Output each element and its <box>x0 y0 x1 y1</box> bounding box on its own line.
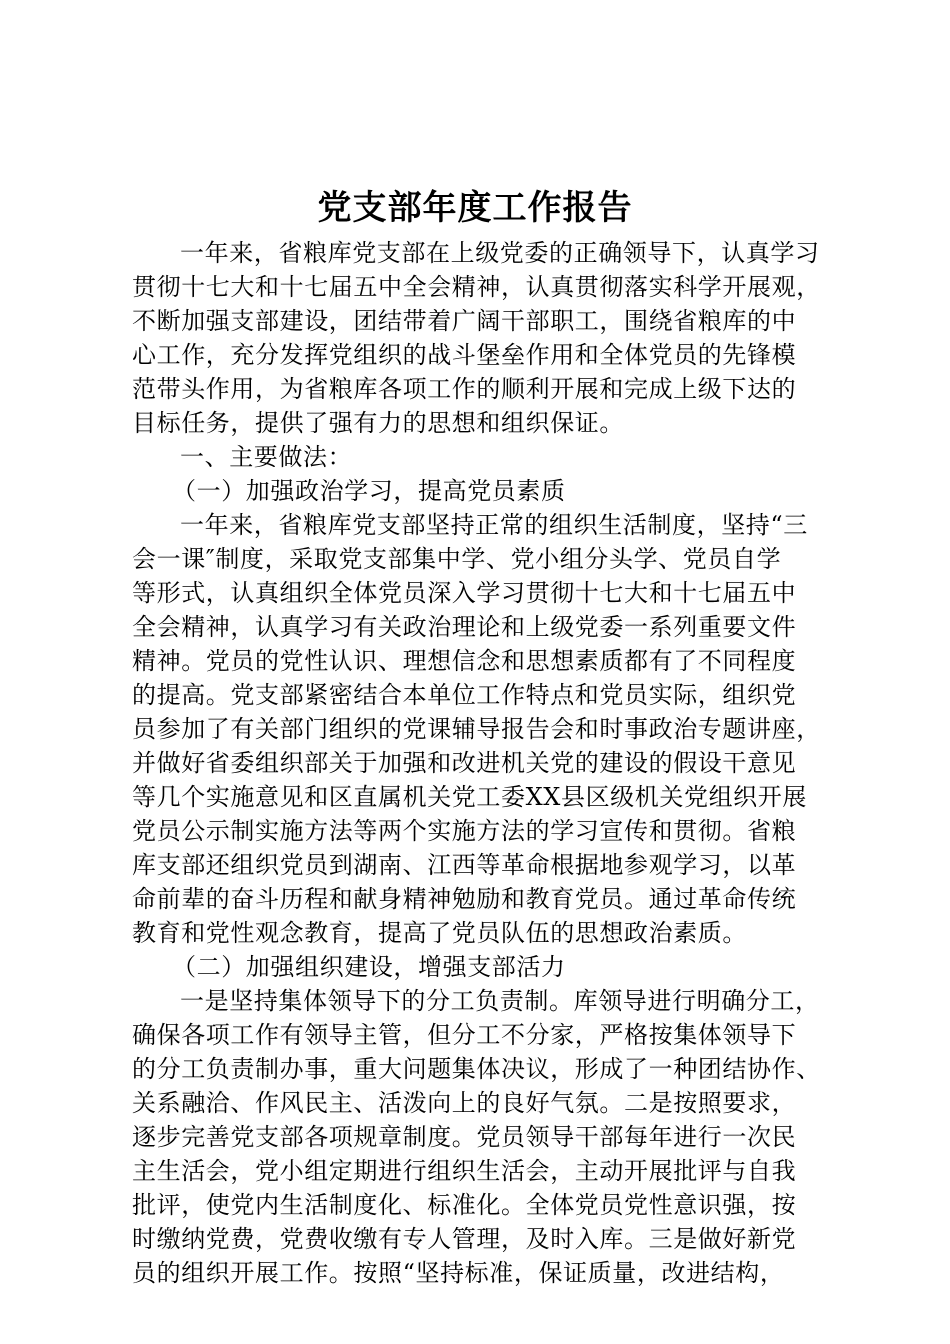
paragraph-line: 员参加了有关部门组织的党课辅导报告会和时事政治专题讲座， <box>132 715 821 743</box>
paragraph-line: 时缴纳党费，党费收缴有专人管理，及时入库。三是做好新党 <box>132 1225 797 1253</box>
paragraph-line: 贯彻十七大和十七届五中全会精神，认真贯彻落实科学开展观， <box>132 273 821 301</box>
subsection-heading: （一）加强政治学习，提高党员素质 <box>172 477 566 505</box>
paragraph-line: 全会精神，认真学习有关政治理论和上级党委一系列重要文件 <box>132 613 797 641</box>
paragraph-line: 一是坚持集体领导下的分工负责制。库领导进行明确分工， <box>180 987 820 1015</box>
paragraph-line: 关系融洽、作风民主、活泼向上的良好气氛。二是按照要求， <box>132 1089 797 1117</box>
paragraph-line: 的提高。党支部紧密结合本单位工作特点和党员实际，组织党 <box>132 681 797 709</box>
paragraph-line: 目标任务，提供了强有力的思想和组织保证。 <box>132 409 624 437</box>
paragraph-line: 等几个实施意见和区直属机关党工委XX县区级机关党组织开展 <box>132 783 807 811</box>
paragraph-line: 批评，使党内生活制度化、标准化。全体党员党性意识强，按 <box>132 1191 797 1219</box>
paragraph-line: 心工作，充分发挥党组织的战斗堡垒作用和全体党员的先锋模 <box>132 341 797 369</box>
document-title: 党支部年度工作报告 <box>317 188 633 228</box>
paragraph-line: 并做好省委组织部关于加强和改进机关党的建设的假设干意见 <box>132 749 797 777</box>
paragraph-line: 范带头作用，为省粮库各项工作的顺利开展和完成上级下达的 <box>132 375 797 403</box>
paragraph-line: 库支部还组织党员到湖南、江西等革命根据地参观学习，以革 <box>132 851 797 879</box>
paragraph-line: 教育和党性观念教育，提高了党员队伍的思想政治素质。 <box>132 919 747 947</box>
paragraph-line: 命前辈的奋斗历程和献身精神勉励和教育党员。通过革命传统 <box>132 885 797 913</box>
paragraph-line: 一年来，省粮库党支部坚持正常的组织生活制度，坚持“三 <box>180 511 808 539</box>
paragraph-line: 党员公示制实施方法等两个实施方法的学习宣传和贯彻。省粮 <box>132 817 797 845</box>
paragraph-line: 主生活会，党小组定期进行组织生活会，主动开展批评与自我 <box>132 1157 797 1185</box>
paragraph-line: 员的组织开展工作。按照“坚持标准，保证质量，改进结构， <box>132 1259 785 1287</box>
paragraph-line: 确保各项工作有领导主管，但分工不分家，严格按集体领导下 <box>132 1021 797 1049</box>
paragraph-line: 一年来，省粮库党支部在上级党委的正确领导下，认真学习 <box>180 239 820 267</box>
paragraph-line: 等形式，认真组织全体党员深入学习贯彻十七大和十七届五中 <box>132 579 797 607</box>
section-heading: 一、主要做法： <box>180 443 353 471</box>
paragraph-line: 逐步完善党支部各项规章制度。党员领导干部每年进行一次民 <box>132 1123 797 1151</box>
paragraph-line: 精神。党员的党性认识、理想信念和思想素质都有了不同程度 <box>132 647 797 675</box>
document-body <box>132 236 824 1290</box>
paragraph-line: 会一课″制度，采取党支部集中学、党小组分头学、党员自学 <box>132 545 782 573</box>
paragraph-line: 的分工负责制办事，重大问题集体决议，形成了一种团结协作、 <box>132 1055 821 1083</box>
subsection-heading: （二）加强组织建设，增强支部活力 <box>172 953 566 981</box>
paragraph-line: 不断加强支部建设，团结带着广阔干部职工，围绕省粮库的中 <box>132 307 797 335</box>
